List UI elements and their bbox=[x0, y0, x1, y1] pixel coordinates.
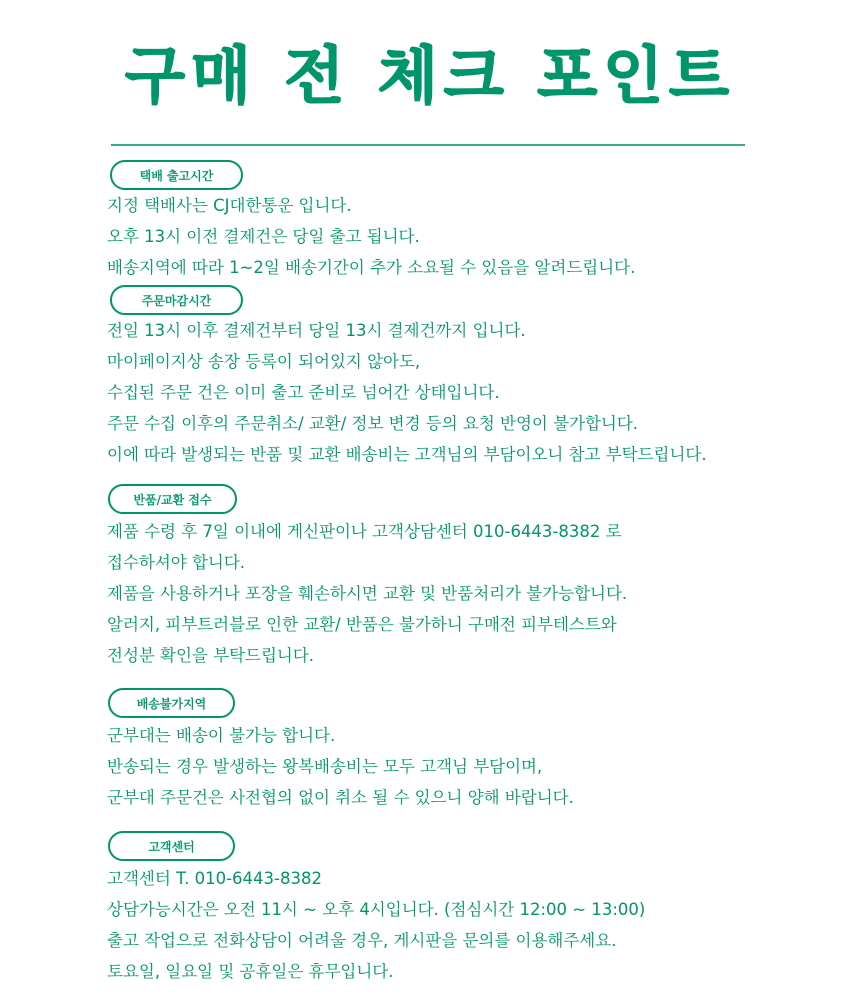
section-line: 마이페이지상 송장 등록이 되어있지 않아도, bbox=[107, 352, 421, 371]
section-line: 고객센터 T. 010-6443-8382 bbox=[107, 869, 322, 888]
section-badge: 주문마감시간 bbox=[110, 285, 243, 315]
section-line: 지정 택배사는 CJ대한통운 입니다. bbox=[107, 196, 352, 215]
section-line: 주문 수집 이후의 주문취소/ 교환/ 정보 변경 등의 요청 반영이 불가합니다. bbox=[107, 414, 639, 433]
section-order-deadline bbox=[107, 285, 707, 470]
section-line: 제품 수령 후 7일 이내에 게신판이나 고객상담센터 010-6443-8382 로 bbox=[107, 522, 622, 541]
section-line: 오후 13시 이전 결제건은 당일 출고 됩니다. bbox=[107, 227, 420, 246]
section-line: 알러지, 피부트러블로 인한 교환/ 반품은 불가하니 구매전 피부테스트와 bbox=[107, 615, 617, 634]
section-line: 접수하셔야 합니다. bbox=[107, 553, 246, 572]
page-title: 구매 전 체크 포인트 bbox=[125, 39, 735, 112]
section-line: 제품을 사용하거나 포장을 훼손하시면 교환 및 반품처리가 불가능합니다. bbox=[107, 584, 628, 603]
section-badge: 고객센터 bbox=[108, 831, 235, 861]
section-no-delivery-area bbox=[107, 688, 574, 813]
section-line: 전성분 확인을 부탁드립니다. bbox=[107, 646, 315, 665]
section-line: 이에 따라 발생되는 반품 및 교환 배송비는 고객님의 부담이오니 참고 부탁드립니다. bbox=[107, 445, 707, 464]
section-line: 토요일, 일요일 및 공휴일은 휴무입니다. bbox=[107, 962, 394, 981]
section-line: 군부대 주문건은 사전협의 없이 취소 될 수 있으니 양해 바랍니다. bbox=[107, 788, 574, 807]
section-line: 반송되는 경우 발생하는 왕복배송비는 모두 고객님 부담이며, bbox=[107, 757, 543, 776]
title-divider bbox=[111, 144, 745, 146]
section-customer-center bbox=[107, 831, 645, 987]
section-line: 상담가능시간은 오전 11시 ~ 오후 4시입니다. (점심시간 12:00 ~ 13:00) bbox=[107, 900, 646, 919]
section-return-exchange bbox=[107, 484, 627, 671]
section-badge: 배송불가지역 bbox=[108, 688, 235, 718]
section-shipping-time bbox=[107, 160, 635, 283]
section-line: 군부대는 배송이 불가능 합니다. bbox=[107, 726, 336, 745]
section-line: 수집된 주문 건은 이미 출고 준비로 넘어간 상태입니다. bbox=[107, 383, 500, 402]
section-badge: 반품/교환 접수 bbox=[108, 484, 237, 514]
section-line: 배송지역에 따라 1~2일 배송기간이 추가 소요될 수 있음을 알려드립니다. bbox=[107, 258, 636, 277]
section-badge: 택배 출고시간 bbox=[110, 160, 243, 190]
section-line: 출고 작업으로 전화상담이 어려울 경우, 게시판을 문의를 이용해주세요. bbox=[107, 931, 617, 950]
section-line: 전일 13시 이후 결제건부터 당일 13시 결제건까지 입니다. bbox=[107, 321, 526, 340]
